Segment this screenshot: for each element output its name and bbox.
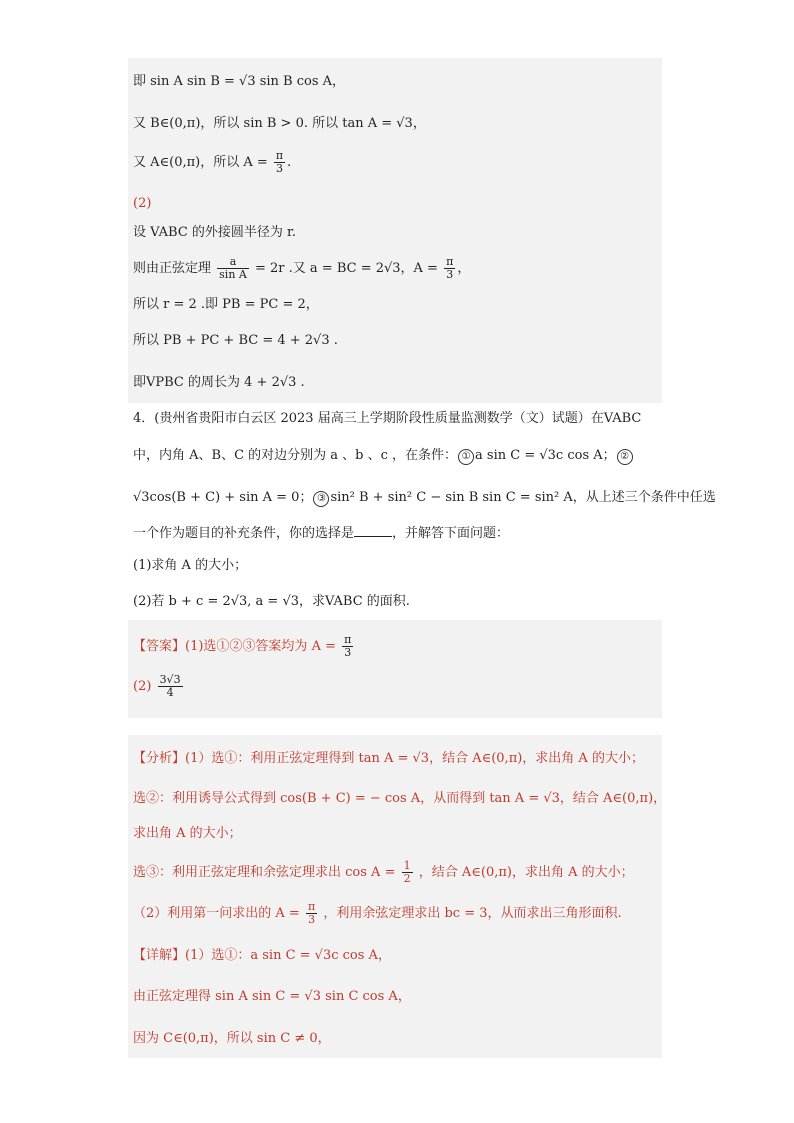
detail-tag: 【详解】 [133, 948, 186, 963]
analysis-tag: 【分析】 [133, 751, 186, 766]
circled-3: ③ [313, 491, 329, 507]
solution-line-8: 即VPBC 的周长为 4 + 2√3 . [133, 375, 305, 390]
analysis-line-5: （2）利用第一问求出的 A = $\frac{\pi}{3}$ ，利用余弦定理求出 bc = 3，从而求出三角形面积. [133, 900, 622, 926]
circled-2: ② [617, 449, 633, 465]
answer-blank [354, 524, 392, 537]
answer-tag: 【答案】 [133, 639, 186, 654]
detail-line-1: 【详解】(1）选①：a sin C = √3c cos A， [133, 948, 391, 963]
question-4-line-3: √3cos(B + C) + sin A = 0； ③ sin² B + sin² C − sin B sin C = sin² A，从上述三个条件中任选 [133, 490, 716, 505]
question-4-line-4: 一个作为题目的补充条件，你的选择是 ，并解答下面问题： [133, 526, 510, 541]
fraction: $\frac{\pi}{3}$ [344, 633, 352, 659]
fraction: $\frac{1}{2}$ [403, 859, 411, 885]
question-4-line-1: 4．(贵州省贵阳市白云区 2023 届高三上学期阶段性质量监测数学（文）试题）在VABC [133, 411, 642, 426]
question-4-line-2: 中，内角 A、B、C 的对边分别为 a 、b 、c ，在条件： ① a sin C = √3c cos A； ② [133, 446, 634, 466]
analysis-background [128, 735, 662, 1058]
solution-line-2: 又 B∈(0,π)，所以 sin B > 0. 所以 tan A = √3， [133, 116, 426, 131]
solution-line-4: 设 VABC 的外接圆半径为 r. [133, 225, 296, 240]
answer-line-2: (2) $\frac{3√3}{4}$ [133, 673, 181, 699]
part-2-label: (2) [133, 196, 152, 211]
analysis-line-2: 选②：利用诱导公式得到 cos(B + C) = − cos A，从而得到 tan A = √3，结合 A∈(0,π)， [133, 791, 667, 806]
detail-line-2: 由正弦定理得 sin A sin C = √3 sin C cos A， [133, 989, 411, 1004]
fraction: $\frac{\pi}{3}$ [307, 900, 316, 926]
analysis-line-4: 选③：利用正弦定理和余弦定理求出 cos A = $\frac{1}{2}$ ，结合 A∈(0,π)，求出角 A 的大小； [133, 859, 634, 885]
solution-line-5: 则由正弦定理 $\frac{a}{\text{sin A}}$ = 2r .又 a = BC = 2√3，A = $\frac{\pi}{3}$ ， [133, 255, 471, 281]
fraction: $\frac{\pi}{3}$ [446, 255, 454, 281]
text: 则由正弦定理 [133, 261, 212, 276]
answer-line-1: 【答案】(1)选①②③答案均为 A = $\frac{\pi}{3}$ [133, 633, 352, 659]
solution-line-7: 所以 PB + PC + BC = 4 + 2√3 . [133, 333, 338, 348]
question-4-part-1: (1)求角 A 的大小； [133, 558, 248, 573]
circled-1: ① [458, 449, 474, 465]
analysis-line-1: 【分析】(1）选①：利用正弦定理得到 tan A = √3，结合 A∈(0,π)，求出角 A 的大小； [133, 751, 644, 766]
solution-line-1: 即 sin A sin B = √3 sin B cos A， [133, 74, 346, 89]
fraction: $\frac{3√3}{4}$ [159, 673, 181, 699]
detail-line-3: 因为 C∈(0,π)，所以 sin C ≠ 0， [133, 1031, 331, 1046]
text: 又 A∈(0,π)，所以 A = [133, 155, 268, 170]
fraction: $\frac{a}{\text{sin A}}$ [219, 255, 247, 281]
question-4-part-2: (2)若 b + c = 2√3, a = √3，求VABC 的面积. [133, 594, 410, 609]
fraction: $\frac{\pi}{3}$ [275, 149, 284, 175]
solution-line-6: 所以 r = 2 .即 PB = PC = 2， [133, 297, 319, 312]
solution-line-3: 又 A∈(0,π)，所以 A = $\frac{\pi}{3}$ . [133, 149, 292, 175]
analysis-line-3: 求出角 A 的大小； [133, 826, 242, 841]
